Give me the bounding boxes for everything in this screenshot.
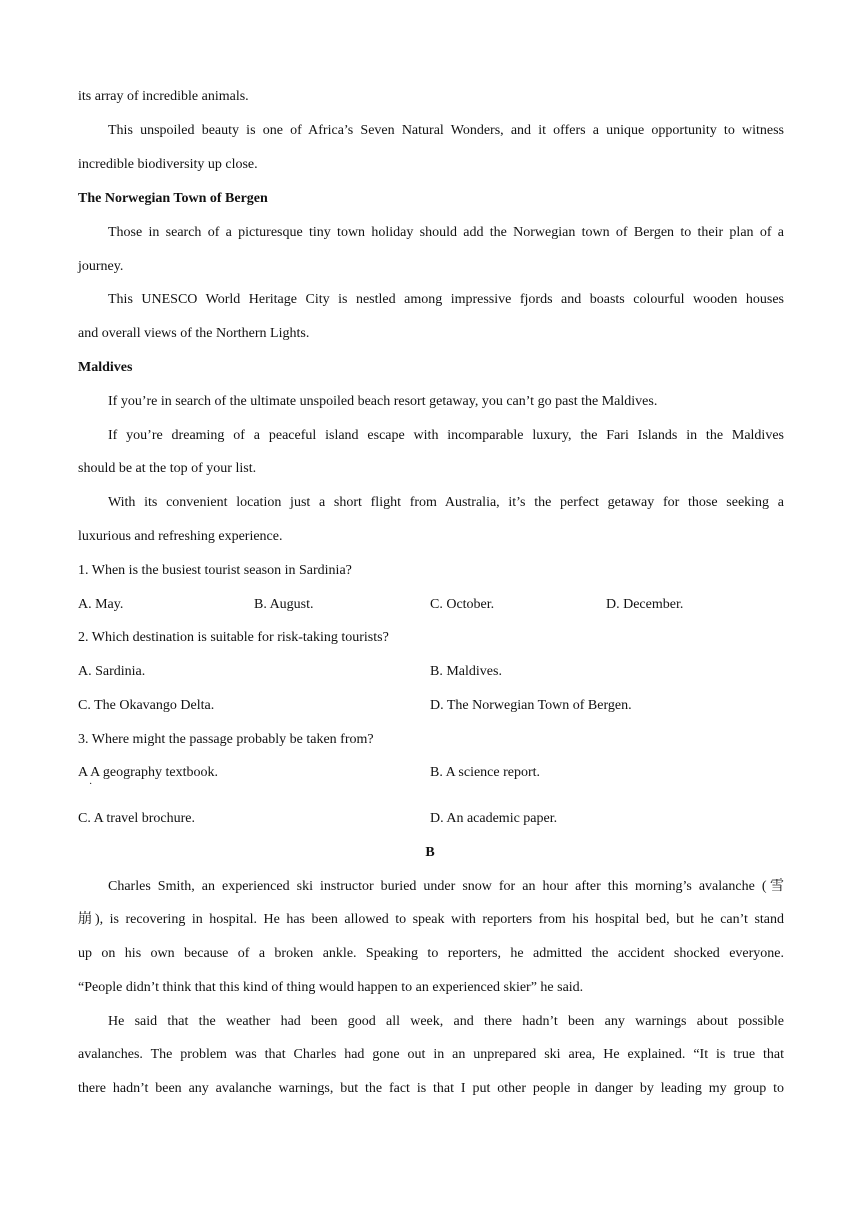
- answer-option: D. An academic paper.: [430, 811, 558, 826]
- paragraph-line: With its convenient location just a short flight from Australia, it’s the perfect getaway for those seeking a: [108, 495, 784, 510]
- paragraph-line: luxurious and refreshing experience.: [78, 529, 283, 544]
- answer-option: B. Maldives.: [430, 664, 502, 679]
- paragraph-line: should be at the top of your list.: [78, 461, 257, 476]
- answer-option: B. August.: [254, 597, 314, 612]
- answer-option: D. The Norwegian Town of Bergen.: [430, 698, 632, 713]
- answer-option: C. A travel brochure.: [78, 811, 196, 826]
- section-heading-b: B: [425, 845, 435, 860]
- question-stem: 2. Which destination is suitable for risk-taking tourists?: [78, 630, 389, 645]
- answer-option: C. The Okavango Delta.: [78, 698, 215, 713]
- answer-option: C. October.: [430, 597, 495, 612]
- paragraph-line: If you’re dreaming of a peaceful island escape with incomparable luxury, the Fari Islands in the Maldives: [108, 428, 784, 443]
- paragraph-line: there hadn’t been any avalanche warnings, but the fact is that I put other people in danger by leading my group to: [78, 1081, 784, 1096]
- paragraph-line: If you’re in search of the ultimate unspoiled beach resort getaway, you can’t go past the Maldives.: [108, 394, 658, 409]
- paragraph-line: Those in search of a picturesque tiny town holiday should add the Norwegian town of Bergen to their plan of a: [108, 225, 784, 240]
- section-heading-maldives: Maldives: [78, 360, 133, 375]
- paragraph-line: up on his own because of a broken ankle. Speaking to reporters, he admitted the accident shocked everyone.: [78, 946, 784, 961]
- answer-option: A A geography textbook.: [78, 765, 218, 780]
- section-heading-bergen: The Norwegian Town of Bergen: [78, 191, 268, 206]
- answer-option: A. Sardinia.: [78, 664, 146, 679]
- paragraph-line: its array of incredible animals.: [78, 89, 249, 104]
- paragraph-line: 崩), is recovering in hospital. He has been allowed to speak with reporters from his hospital bed, but he can’t stand: [78, 912, 784, 927]
- paragraph-line: and overall views of the Northern Lights.: [78, 326, 310, 341]
- answer-option: B. A science report.: [430, 765, 541, 780]
- paragraph-line: avalanches. The problem was that Charles had gone out in an unprepared ski area, He explained. “It is true that: [78, 1047, 784, 1062]
- stray-dot-mark: ·: [89, 779, 93, 790]
- paragraph-line: Charles Smith, an experienced ski instructor buried under snow for an hour after this morning’s avalanche (雪: [108, 879, 784, 894]
- paragraph-line: He said that the weather had been good all week, and there hadn’t been any warnings about possible: [108, 1014, 784, 1029]
- paragraph-line: incredible biodiversity up close.: [78, 157, 258, 172]
- question-stem: 1. When is the busiest tourist season in Sardinia?: [78, 563, 352, 578]
- question-stem: 3. Where might the passage probably be taken from?: [78, 732, 374, 747]
- paragraph-line: This UNESCO World Heritage City is nestled among impressive fjords and boasts colourful wooden houses: [108, 292, 784, 307]
- paragraph-line: This unspoiled beauty is one of Africa’s Seven Natural Wonders, and it offers a unique opportunity to witness: [108, 123, 784, 138]
- paragraph-line: “People didn’t think that this kind of thing would happen to an experienced skier” he said.: [78, 980, 584, 995]
- paragraph-line: journey.: [78, 259, 124, 274]
- answer-option: D. December.: [606, 597, 684, 612]
- answer-option: A. May.: [78, 597, 124, 612]
